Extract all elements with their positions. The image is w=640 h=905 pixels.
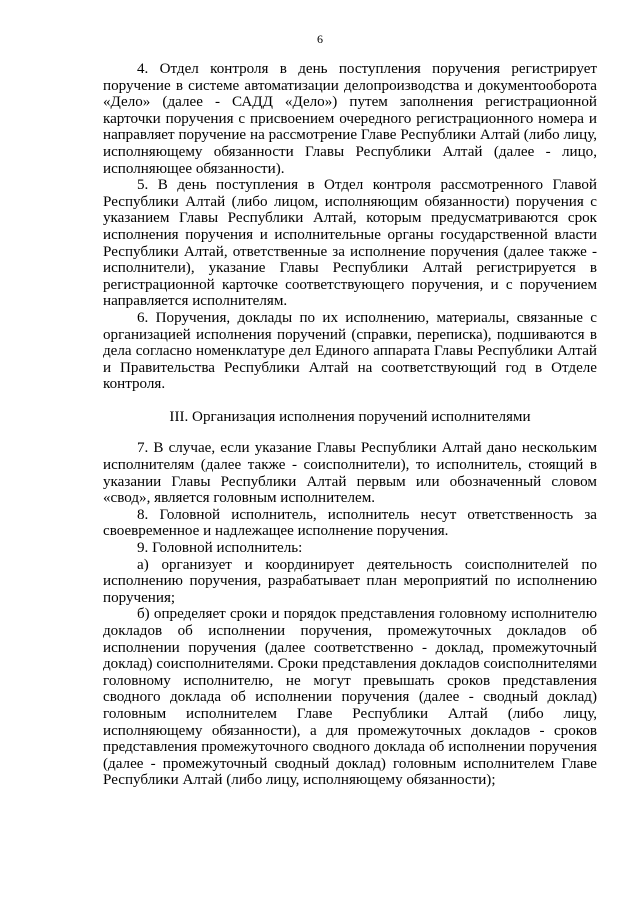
paragraph-9: 9. Головной исполнитель: [137,540,303,557]
paragraph-8: 8. Головной исполнитель, исполнитель несут ответственность за своевременное и надлежащее исполнение поручения. [103,506,597,540]
paragraph-5: 5. В день поступления в Отдел контроля рассмотренного Главой Республики Алтай (либо лицом, исполняющим обязанности) поручения с указанием Главы Республики Алтай, которым предусматриваются срок исполнения поручения и исполнительные органы государственной власти Республики Алтай, ответственные за исполнение поручения (далее также - исполнители), указание Главы Республики Алтай регистрируется в регистрационной карточке соответствующего поручения, и с поручением направляется исполнителям. [103,177,597,310]
section-heading: III. Организация исполнения поручений исполнителями [169,408,531,425]
paragraph-9a: а) организует и координирует деятельность соисполнителей по исполнению поручения, разрабатывает план мероприятий по исполнению поручения; [103,556,597,606]
paragraph-9b: б) определяет сроки и порядок представления головному исполнителю докладов об исполнении поручения, промежуточных докладов об исполнении поручения (далее соответственно - доклад, промежуточный доклад) соисполнителями. Сроки представления докладов соисполнителями головному исполнителю, не могут превышать сроков представления сводного доклада об исполнении поручения (далее - сводный доклад) головным исполнителем Главе Республики Алтай (либо лицу, исполняющему обязанности), а для промежуточных докладов - сроков представления промежуточного сводного доклада об исполнении поручения (далее - промежуточный сводный доклад) головным исполнителем Главе Республики Алтай (либо лицу, исполняющему обязанности); [103,606,597,789]
document-body [103,61,597,789]
paragraph-6: 6. Поручения, доклады по их исполнению, материалы, связанные с организацией исполнения поручений (справки, переписка), подшиваются в дела согласно номенклатуре дел Единого аппарата Главы Республики Алтай и Правительства Республики Алтай на соответствующий год в Отделе контроля. [103,309,597,393]
page-number: 6 [317,32,323,46]
paragraph-4: 4. Отдел контроля в день поступления поручения регистрирует поручение в системе автоматизации делопроизводства и документооборота «Дело» (далее - САДД «Дело») путем заполнения регистрационной карточки поручения с присвоением очередного регистрационного номера и направляет поручение на рассмотрение Главе Республики Алтай (либо лицу, исполняющему обязанности Главы Республики Алтай (далее - лицо, исполняющее обязанности). [103,61,597,177]
paragraph-7: 7. В случае, если указание Главы Республики Алтай дано нескольким исполнителям (далее также - соисполнители), то исполнитель, стоящий в указании Главы Республики Алтай первым или обозначенный словом «свод», является головным исполнителем. [103,440,597,507]
